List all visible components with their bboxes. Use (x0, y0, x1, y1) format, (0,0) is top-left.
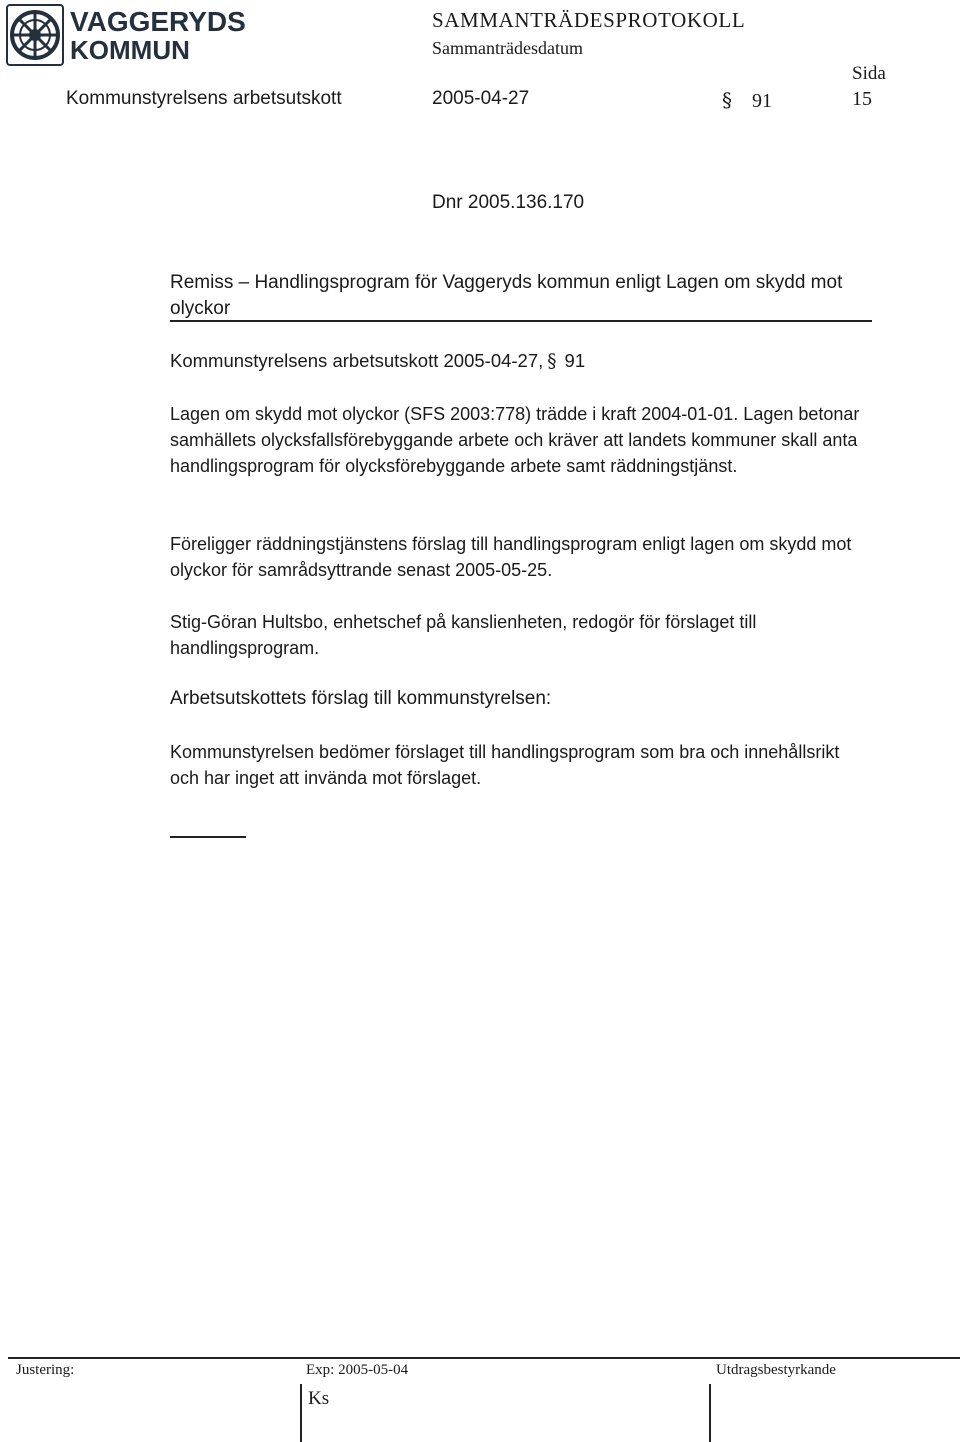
page-label: Sida (852, 63, 886, 84)
diary-number: Dnr 2005.136.170 (432, 192, 585, 213)
organ-name: Kommunstyrelsens arbetsutskott (66, 88, 342, 109)
municipality-logo (6, 4, 246, 68)
proposal-heading: Arbetsutskottets förslag till kommunstyrelsen: (170, 688, 552, 709)
section-reference (722, 88, 772, 113)
end-divider (170, 836, 246, 838)
logo-text-line2: KOMMUN (70, 35, 190, 65)
section-number: 91 (752, 90, 772, 112)
section-number: 91 (564, 350, 586, 371)
committee-reference (170, 350, 585, 372)
body-paragraph: Föreligger räddningstjänstens förslag till handlingsprogram enligt lagen om skydd mot olyckor för samrådsyttrande senast 2005-05-25. (170, 534, 852, 580)
page-number: 15 (852, 88, 872, 110)
subject-heading: Remiss – Handlingsprogram för Vaggeryds kommun enligt Lagen om skydd mot olyckor (170, 272, 843, 319)
subject-underline (170, 320, 872, 322)
footer-divider (8, 1357, 960, 1359)
body-paragraph: Lagen om skydd mot olyckor (SFS 2003:778) trädde i kraft 2004-01-01. Lagen betonar samhällets olycksfallsförebyggande arbete och kräver att landets kommuner skall anta handlingsprogram för olycksförebyggande arbete samt räddningstjänst. (170, 404, 860, 476)
meeting-date-label: Sammanträdesdatum (432, 38, 583, 58)
footer-initials: Ks (308, 1388, 330, 1409)
footer-justering-label: Justering: (16, 1362, 75, 1378)
section-symbol: § (547, 351, 557, 372)
footer-column-divider (300, 1384, 302, 1442)
body-paragraph: Stig-Göran Hultsbo, enhetschef på kanslienheten, redogör för förslaget till handlingsprogram. (170, 612, 757, 658)
wheel-emblem-icon (6, 4, 64, 66)
footer-column-divider (709, 1384, 711, 1442)
logo-text-line1: VAGGERYDS (70, 6, 246, 37)
committee-reference-text: Kommunstyrelsens arbetsutskott 2005-04-27, (170, 350, 544, 371)
section-symbol: § (722, 88, 732, 112)
proposal-text: Kommunstyrelsen bedömer förslaget till handlingsprogram som bra och innehållsrikt och har inget att invända mot förslaget. (170, 742, 840, 788)
meeting-date: 2005-04-27 (432, 88, 530, 109)
footer-expedition: Exp: 2005-05-04 (306, 1362, 409, 1378)
document-type: SAMMANTRÄDESPROTOKOLL (432, 8, 746, 32)
footer-utdrag-label: Utdragsbestyrkande (716, 1362, 836, 1378)
